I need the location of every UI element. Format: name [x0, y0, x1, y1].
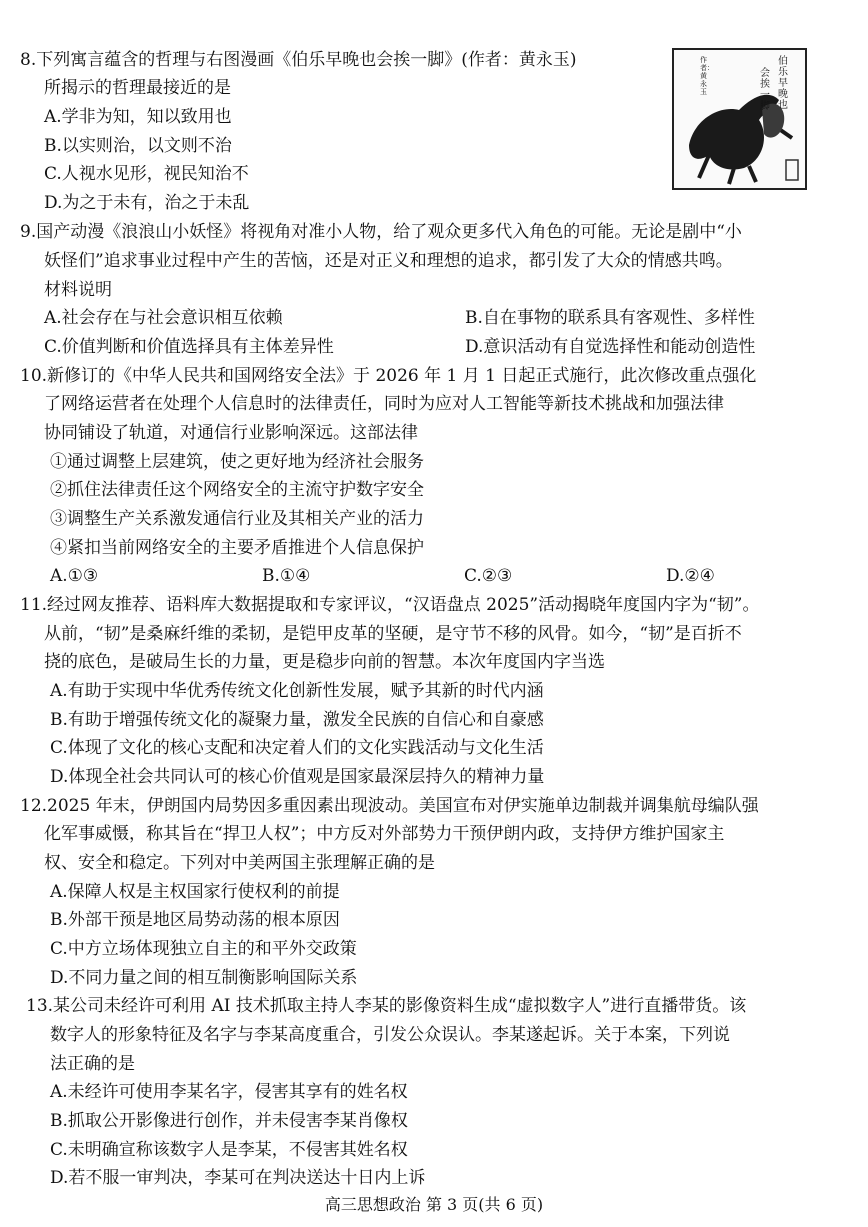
q12-stem-line1: 12.2025 年末，伊朗国内局势因多重因素出现波动。美国宣布对伊实施单边制裁并调集航母编队强 — [20, 796, 759, 816]
q8-option-a: A.学非为知，知以致用也 — [44, 107, 232, 127]
q11-stem-line3: 挠的底色，是破局生长的力量，更是稳步向前的智慧。本次年度国内字当选 — [44, 652, 605, 672]
q11-option-d: D.体现全社会共同认可的核心价值观是国家最深层持久的精神力量 — [50, 767, 545, 787]
q8-option-c: C.人视水见形，视民知治不 — [44, 164, 249, 184]
q9-stem-line3: 材料说明 — [44, 280, 112, 300]
q12-option-c: C.中方立场体现独立自主的和平外交政策 — [50, 939, 357, 959]
q9-option-b: B.自在事物的联系具有客观性、多样性 — [465, 308, 755, 328]
q12-stem-line3: 权、安全和稳定。下列对中美两国主张理解正确的是 — [44, 853, 435, 873]
q12-option-b: B.外部干预是地区局势动荡的根本原因 — [50, 910, 340, 930]
q9-option-d: D.意识活动有自觉选择性和能动创造性 — [465, 337, 756, 357]
q10-option-d: D.②④ — [666, 566, 715, 586]
q8-stem-line1: 8.下列寓言蕴含的哲理与右图漫画《伯乐早晚也会挨一脚》(作者：黄永玉) — [20, 50, 577, 70]
q9-option-a: A.社会存在与社会意识相互依赖 — [44, 308, 283, 328]
cartoon-caption-1: 伯乐早晚也 — [778, 56, 788, 111]
q13-stem-line3: 法正确的是 — [50, 1054, 135, 1074]
q10-option-a: A.①③ — [50, 566, 99, 586]
q9-stem-line2: 妖怪们”追求事业过程中产生的苦恼，还是对正义和理想的追求，都引发了大众的情感共鸣。 — [44, 251, 733, 271]
q11-stem-line2: 从前，“韧”是桑麻纤维的柔韧，是铠甲皮革的坚硬，是守节不移的风骨。如今，“韧”是百折不 — [44, 624, 742, 644]
q10-option-c: C.②③ — [464, 566, 513, 586]
q11-option-b: B.有助于增强传统文化的凝聚力量，激发全民族的自信心和自豪感 — [50, 710, 544, 730]
cartoon-caption-3: 作者：黄永玉 — [700, 56, 714, 96]
q13-option-a: A.未经许可使用李某名字，侵害其享有的姓名权 — [50, 1082, 408, 1102]
q9-option-c: C.价值判断和价值选择具有主体差异性 — [44, 337, 334, 357]
q10-stem-line2: 了网络运营者在处理个人信息时的法律责任，同时为应对人工智能等新技术挑战和加强法律 — [44, 394, 724, 414]
q12-option-d: D.不同力量之间的相互制衡影响国际关系 — [50, 968, 358, 988]
cartoon-caption-2: 会挨一脚 — [760, 68, 770, 112]
q13-option-b: B.抓取公开影像进行创作，并未侵害李某肖像权 — [50, 1111, 408, 1131]
q13-option-c: C.未明确宣称该数字人是李某，不侵害其姓名权 — [50, 1140, 408, 1160]
q11-option-a: A.有助于实现中华优秀传统文化创新性发展，赋予其新的时代内涵 — [50, 681, 544, 701]
q8-option-b: B.以实则治，以文则不治 — [44, 136, 232, 156]
q10-item-3: ③调整生产关系激发通信行业及其相关产业的活力 — [50, 509, 424, 529]
q9-stem-line1: 9.国产动漫《浪浪山小妖怪》将视角对准小人物，给了观众更多代入角色的可能。无论是剧中“小 — [20, 222, 742, 242]
q10-stem-line1: 10.新修订的《中华人民共和国网络安全法》于 2026 年 1 月 1 日起正式施行，此次修改重点强化 — [20, 366, 757, 386]
cartoon-image — [672, 48, 807, 190]
q8-option-d: D.为之于未有，治之于未乱 — [44, 193, 250, 213]
q13-stem-line1: 13.某公司未经许可利用 AI 技术抓取主持人李某的影像资料生成“虚拟数字人”进行直播带货。该 — [26, 996, 747, 1016]
q10-item-1: ①通过调整上层建筑，使之更好地为经济社会服务 — [50, 452, 424, 472]
q10-item-4: ④紧扣当前网络安全的主要矛盾推进个人信息保护 — [50, 538, 424, 558]
q13-stem-line2: 数字人的形象特征及名字与李某高度重合，引发公众误认。李某遂起诉。关于本案，下列说 — [50, 1025, 730, 1045]
q8-stem-line2: 所揭示的哲理最接近的是 — [44, 78, 231, 98]
q10-stem-line3: 协同铺设了轨道，对通信行业影响深远。这部法律 — [44, 423, 418, 443]
q11-stem-line1: 11.经过网友推荐、语料库大数据提取和专家评议，“汉语盘点 2025”活动揭晓年度国内字为“韧”。 — [20, 595, 760, 615]
q10-item-2: ②抓住法律责任这个网络安全的主流守护数字安全 — [50, 480, 424, 500]
q10-option-b: B.①④ — [262, 566, 311, 586]
page-footer: 高三思想政治 第 3 页(共 6 页) — [324, 1195, 544, 1214]
q12-stem-line2: 化军事威慑，称其旨在“捍卫人权”；中方反对外部势力干预伊朗内政，支持伊方维护国家主 — [44, 824, 725, 844]
q13-option-d: D.若不服一审判决，李某可在判决送达十日内上诉 — [50, 1168, 426, 1188]
q11-option-c: C.体现了文化的核心支配和决定着人们的文化实践活动与文化生活 — [50, 738, 544, 758]
q12-option-a: A.保障人权是主权国家行使权利的前提 — [50, 882, 340, 902]
